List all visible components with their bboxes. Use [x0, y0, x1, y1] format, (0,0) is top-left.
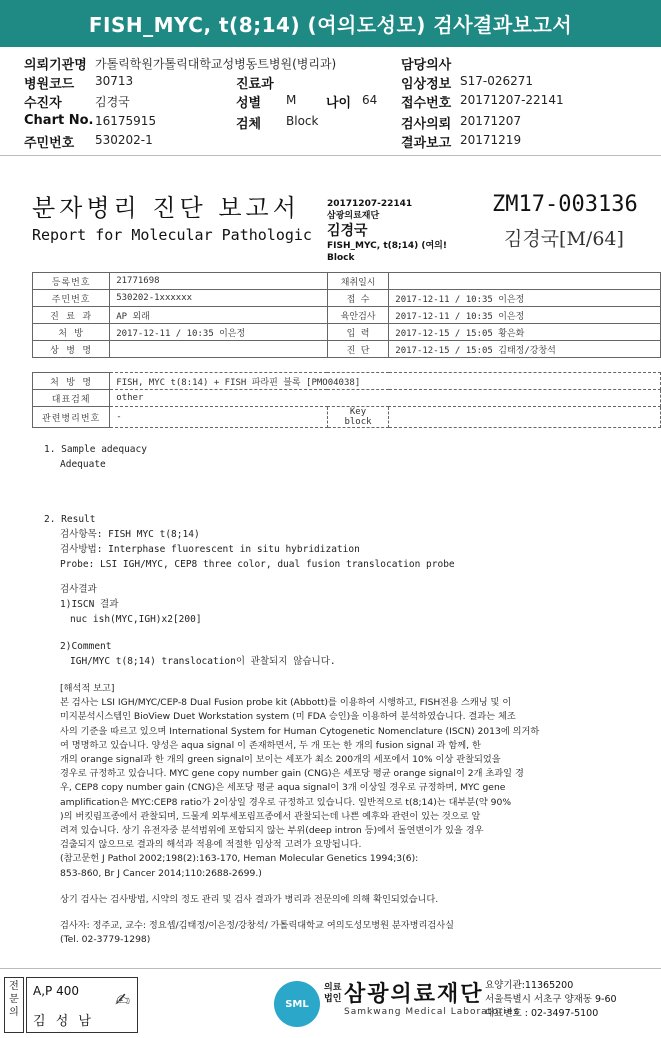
- sex-value: M: [286, 93, 297, 107]
- interp-line: 사의 기준을 따르고 있으며 International System for Human Cytogenetic Nomenclature (ISCN) 2013에 의거하: [60, 725, 540, 737]
- table-row: [33, 373, 661, 390]
- addr-phone: 대표번호 : 02-3497-5100: [485, 1008, 599, 1019]
- table-cell: 채취일시: [327, 273, 388, 290]
- table-cell: 2017-12-11 / 10:35 이은정: [389, 290, 661, 307]
- id-value: 530202-1: [95, 133, 153, 147]
- table-row: [33, 324, 661, 341]
- clinical-value: S17-026271: [460, 74, 534, 88]
- test-probe: Probe: LSI IGH/MYC, CEP8 three color, dual fusion translocation probe: [60, 559, 455, 570]
- key-block-label: Key block: [327, 407, 389, 428]
- ap-number: A,P 400: [33, 984, 79, 998]
- table-row: [33, 307, 661, 324]
- requested-value: 20171207: [460, 114, 522, 128]
- interp-line: )의 버킷림프종에서 관찰되며, 드물게 외투세포림프종에서 관찰되는데 나쁜 예후와 관련이 있는 것으로 알: [60, 810, 481, 822]
- iscn-value: nuc ish(MYC,IGH)x2[200]: [70, 614, 202, 625]
- label-lab: 삼광의료재단: [327, 211, 380, 221]
- zm-number: ZM17-003136: [492, 192, 638, 217]
- table-row: [33, 273, 661, 290]
- table-cell: 2017-12-15 / 15:05 김태정/강창석: [389, 341, 661, 358]
- received-label: 접수번호: [401, 96, 452, 111]
- examiners: 검사자: 정주교, 교수: 정요셉/김태정/이은정/강창석/ 가톨릭대학교 여의도성모병원 분자병리검사실: [60, 920, 455, 932]
- comment-value: IGH/MYC t(8;14) translocation이 관찰되지 않습니다.: [70, 656, 336, 667]
- test-method: 검사방법: Interphase fluorescent in situ hybridization: [60, 544, 360, 555]
- table-cell: 2017-12-11 / 10:35 이은정: [389, 307, 661, 324]
- lab-phone: (Tel. 02-3779-1298): [60, 934, 151, 946]
- interp-heading: [해석적 보고]: [60, 683, 115, 694]
- related-path-value: -: [110, 407, 327, 428]
- table-row: [33, 390, 661, 407]
- table-cell: 접 수: [327, 290, 388, 307]
- logo-english: Samkwang Medical Laboratories: [344, 1007, 520, 1017]
- interp-paragraph: [60, 696, 539, 881]
- sml-logo-icon: SML: [274, 981, 320, 1027]
- interp-line: 려져 있습니다. 상기 유전자중 분석범위에 포함되지 않는 부위(deep intron 등)에서 돌연변이가 있을 경우: [60, 825, 484, 837]
- info-table: [32, 272, 661, 358]
- table-cell: [110, 341, 328, 358]
- interp-line: amplification은 MYC:CEP8 ratio가 2이상일 경우로 규정하고 있습니다. 일반적으로 t(8;14)는 대부분(약 90%: [60, 796, 512, 808]
- table-cell: 2017-12-15 / 15:05 황은화: [389, 324, 661, 341]
- interp-line: 미지분석시스템인 BioView Duet Workstation system (미 FDA 승인)을 이용하여 분석하였습니다. 결과는 체조: [60, 711, 516, 723]
- patient-value: 김경국: [95, 95, 130, 109]
- pathologist-box: [26, 977, 138, 1033]
- report-title-korean: 분자병리 진단 보고서: [32, 194, 300, 222]
- table-cell: 진 료 과: [33, 307, 110, 324]
- closing-statement: 상기 검사는 검사방법, 시약의 정도 관리 및 검사 결과가 병리과 전문의에 의해 확인되었습니다.: [60, 893, 439, 905]
- sex-label: 성별: [236, 96, 262, 111]
- table-row: [33, 341, 661, 358]
- reported-label: 결과보고: [401, 136, 452, 151]
- scanned-report: [0, 160, 661, 970]
- doctor-label: 담당의사: [401, 58, 452, 73]
- label-test: FISH_MYC, t(8;14) (여의!: [327, 241, 447, 251]
- table-cell: [389, 273, 661, 290]
- logo-name: 삼광의료재단: [344, 982, 484, 1007]
- pathologist-name: 김 성 남: [33, 1014, 94, 1029]
- table-cell: 상 병 명: [33, 341, 110, 358]
- interp-line: 검출되지 않으므로 결과의 해석과 적용에 적절한 임상적 고려가 요망됩니다.: [60, 839, 362, 851]
- label-patient-name: 김경국: [327, 223, 368, 239]
- test-item: 검사항목: FISH MYC t(8;14): [60, 529, 200, 540]
- requested-label: 검사의뢰: [401, 117, 452, 132]
- section-sample: [44, 442, 147, 472]
- table-cell: 입 력: [327, 324, 388, 341]
- label-accession: 20171207-22141: [327, 199, 413, 209]
- zm-patient: 김경국[M/64]: [504, 228, 624, 250]
- specimen-label-sticker: [327, 198, 477, 264]
- chart-label: Chart No.: [24, 113, 94, 128]
- interp-line: 853-860, Br J Cancer 2014;110:2688-2699.): [60, 867, 262, 879]
- id-label: 주민번호: [24, 136, 75, 151]
- rep-specimen-label: 대표검체: [33, 390, 110, 407]
- table-row: [33, 407, 661, 428]
- table-cell: 등록번호: [33, 273, 110, 290]
- signature: ✍: [115, 990, 131, 1011]
- interp-line: 우, CEP8 copy number gain (CNG)은 세포당 평균 aqua signal이 3개 이상일 경우로 규정하며, MYC gene: [60, 782, 506, 794]
- adequacy-value: Adequate: [60, 459, 106, 470]
- institution-label: 의뢰기관명: [24, 58, 87, 73]
- table-cell: 2017-12-11 / 10:35 이은정: [110, 324, 328, 341]
- iscn-heading: 1)ISCN 결과: [60, 599, 119, 610]
- table-cell: 530202-1xxxxxx: [110, 290, 328, 307]
- info-table-2: [32, 372, 661, 428]
- interp-line: 여 명명하고 있습니다. 양성은 aqua signal 이 존재하면서, 두 개 또는 한 개의 fusion signal 과 함께, 한: [60, 739, 481, 751]
- logo-corp-label: 의료 법인: [324, 983, 342, 1004]
- related-path-label: 관련병리번호: [33, 407, 110, 428]
- rep-specimen-value: other: [110, 390, 661, 407]
- chart-value: 16175915: [95, 114, 157, 128]
- table-cell: 주민번호: [33, 290, 110, 307]
- table-cell: 진 단: [327, 341, 388, 358]
- code-value: 30713: [95, 74, 134, 88]
- specimen-label: 검체: [236, 117, 262, 132]
- reported-value: 20171219: [460, 133, 522, 147]
- key-block-value: [389, 407, 661, 428]
- addr-street: 서울특별시 서초구 양재동 9-60: [485, 994, 617, 1005]
- rx-label: 처 방 명: [33, 373, 110, 390]
- result-heading: 검사결과: [60, 584, 97, 595]
- table-cell: 처 방: [33, 324, 110, 341]
- section-2-title: 2. Result: [44, 514, 96, 525]
- lab-address: [485, 979, 617, 1021]
- header-divider: [0, 155, 661, 156]
- page-title: FISH_MYC, t(8;14) (여의도성모) 검사결과보고서: [88, 13, 573, 37]
- section-result: [44, 512, 455, 669]
- report-title-english: Report for Molecular Pathologic: [32, 226, 312, 244]
- received-value: 20171207-22141: [460, 93, 564, 107]
- specimen-value: Block: [286, 114, 319, 128]
- interp-line: 본 검사는 LSI IGH/MYC/CEP-8 Dual Fusion probe kit (Abbott)를 이용하여 시행하고, FISH전용 스캐닝 및 이: [60, 697, 512, 709]
- interpretation: [60, 682, 539, 947]
- interp-line: 개의 orange signal과 한 개의 green signal이 보이는 세포가 최소 200개의 세포에서 10% 이상 관찰되었을: [60, 754, 501, 766]
- comment-heading: 2)Comment: [60, 641, 112, 652]
- rx-value: FISH, MYC t(8:14) + FISH 파라핀 블록 [PMO04038]: [110, 373, 661, 390]
- label-specimen: Block: [327, 253, 355, 263]
- table-cell: 21771698: [110, 273, 328, 290]
- interp-line: (참고문헌 J Pathol 2002;198(2):163-170, Heman Molecular Genetics 1994;3(6):: [60, 853, 419, 865]
- patient-header: [0, 52, 661, 152]
- clinical-label: 임상정보: [401, 77, 452, 92]
- age-label: 나이: [326, 96, 352, 111]
- code-label: 병원코드: [24, 77, 75, 92]
- report-footer: [0, 968, 661, 1038]
- addr-code: 요양기관:11365200: [485, 980, 574, 991]
- specialist-tag: 전문의: [4, 977, 24, 1033]
- table-row: [33, 290, 661, 307]
- report-title-bar: [0, 0, 661, 47]
- section-1-title: 1. Sample adequacy: [44, 444, 147, 455]
- interp-line: 경우로 규정하고 있습니다. MYC gene copy number gain (CNG)은 세포당 평균 orange signal이 2개 초과일 경: [60, 768, 524, 780]
- patient-label: 수진자: [24, 96, 62, 111]
- dept-label: 진료과: [236, 77, 274, 92]
- age-value: 64: [362, 93, 378, 107]
- institution-value: 가톨릭학원가톨릭대학교성병동트병원(병리과): [95, 57, 337, 71]
- table-cell: AP 외래: [110, 307, 328, 324]
- table-cell: 육안검사: [327, 307, 388, 324]
